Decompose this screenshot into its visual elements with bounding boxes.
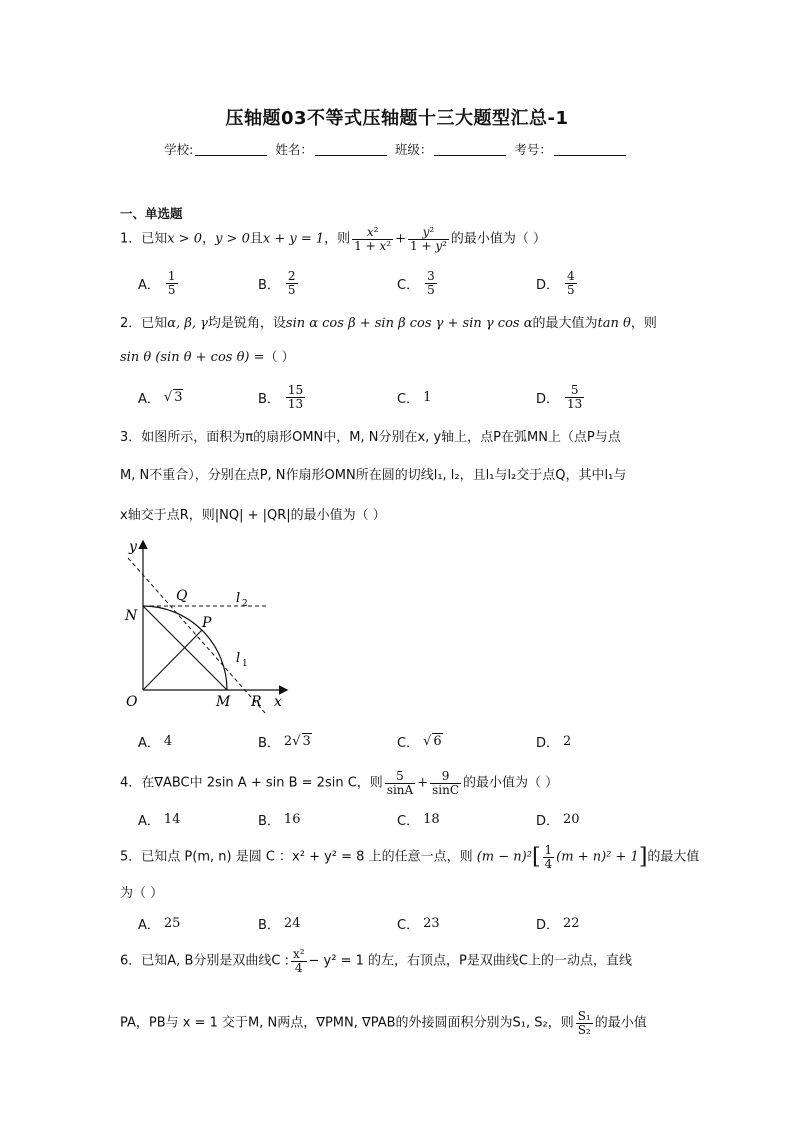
label-m: M [216,694,231,710]
option-c[interactable]: C． √ 6 [397,733,442,751]
name-blank[interactable] [315,143,387,156]
sector-figure [118,536,293,716]
name-label: 姓名： [275,142,313,157]
label-r: R [251,694,262,710]
question-1-options [138,266,698,300]
class-label: 班级： [394,142,433,157]
radius-op [143,630,202,690]
student-info-row [0,140,794,158]
question-1: 1．已知x > 0，y > 0且x + y = 1，则 $\frac{\text{x²}}{\text{1 + x²}}$ + $\frac{\text{y²}}{\text{1 + y²}}$ 的最小值为（ ） [120,225,547,253]
school-blank[interactable] [195,143,267,156]
label-q: Q [176,588,188,604]
label-l2: l [236,591,241,606]
question-2-line-2: sin θ (sin θ + cos θ) =（ ） [120,350,295,365]
fraction: $\frac{\text{y²}}{\text{1 + y²}}$ [409,225,447,253]
question-4: 4．在∇ABC中 2sin A + sin B = 2sin C，则 $\frac{5}{\sin A}$ + $\frac{9}{\sin C}$ 的最小值为（ ） [120,769,559,797]
section-heading: 一、单选题 [120,206,183,221]
question-6-line-2: PA，PB与 x = 1 交于M, N两点，∇PMN, ∇PAB的外接圆面积分别为S₁, S₂，则 $\frac{\text{S₁}}{\text{S₂}}$ 的最小值 [120,1009,647,1037]
class-blank[interactable] [434,143,506,156]
label-l1: l [236,651,241,666]
fraction: $\frac{\text{x²}}{\text{1 + x²}}$ [354,225,392,253]
question-3-line-3: x轴交于点R，则|NQ| + |QR|的最小值为（ ） [120,508,386,523]
option-c[interactable]: C． $\frac{3}{5}$ [397,268,435,297]
option-c[interactable]: C． 23 [397,915,440,933]
question-3-options [138,724,698,758]
option-a[interactable]: A． 25 [138,915,181,933]
option-b[interactable]: B． $\frac{15}{13}$ [258,382,304,411]
exam-no-blank[interactable] [554,143,626,156]
label-y: y [129,539,137,555]
question-5-line-1: 5．已知点 P(m, n) 是圆 C ：x² + y² = 8 上的任意一点，则 (m − n)²[ $\frac{1}{4}$ (m + n)² + 1]的最大值 [120,843,700,871]
option-c[interactable]: C． 18 [397,811,440,829]
option-c[interactable]: C． 1 [397,389,432,407]
label-p: P [202,615,212,631]
question-6-line-1: 6．已知A, B分别是双曲线C : $\frac{\text{x²}}{4}$ − y² = 1 的左，右顶点，P是双曲线C上的一动点，直线 [120,947,632,975]
label-x: x [274,694,282,710]
label-l1-sub: 1 [242,659,248,669]
option-a[interactable]: A． 14 [138,811,181,829]
label-o: O [126,694,138,710]
option-a[interactable]: A． $\frac{1}{5}$ [138,268,176,297]
option-a[interactable]: A． √ 3 [138,389,183,407]
question-2-line-1: 2．已知α, β, γ均是锐角，设sin α cos β + sin β cos γ + sin γ cos α的最大值为tan θ，则 [120,316,657,331]
option-b[interactable]: B． $\frac{2}{5}$ [258,268,296,297]
question-2-options [138,380,698,414]
option-b[interactable]: B． 24 [258,915,301,933]
option-d[interactable]: D． 22 [536,915,580,933]
question-3-line-2: M, N不重合），分别在点P, N作扇形OMN所在圆的切线l₁, l₂，且l₁与l₂交于点Q，其中l₁与 [120,468,627,483]
option-b[interactable]: B． 2 √ 3 [258,733,311,751]
page-title: 压轴题03不等式压轴题十三大题型汇总-1 [225,108,569,129]
option-d[interactable]: D． 20 [536,811,580,829]
option-d[interactable]: D． $\frac{5}{13}$ [536,382,583,411]
option-d[interactable]: D． 2 [536,733,572,751]
option-d[interactable]: D． $\frac{4}{5}$ [536,268,575,297]
question-4-options [138,802,698,836]
question-5-options [138,906,698,940]
option-a[interactable]: A． 4 [138,733,173,751]
label-l2-sub: 2 [242,599,248,609]
option-b[interactable]: B． 16 [258,811,301,829]
question-5-line-2: 为（ ） [120,886,164,901]
question-3-line-1: 3．如图所示，面积为π的扇形OMN中，M, N分别在x, y轴上，点P在弧MN上（点P与点 [120,430,621,445]
exam-no-label: 考号： [514,142,552,157]
school-label: 学校: [164,142,194,157]
label-n: N [125,608,138,624]
